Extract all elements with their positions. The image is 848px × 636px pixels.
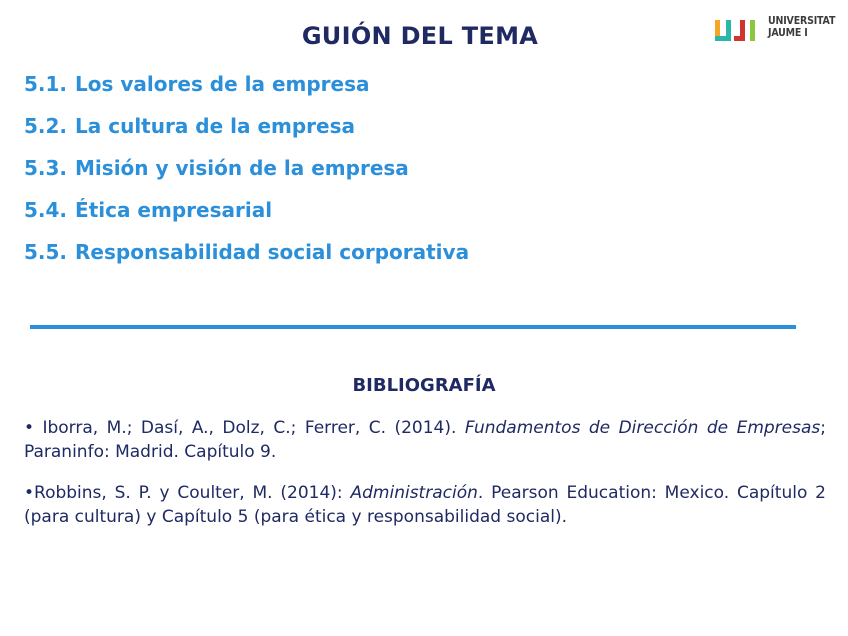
university-logo bbox=[713, 14, 843, 44]
bibliography-title: BIBLIOGRAFÍA bbox=[352, 375, 496, 396]
bibliography-reference bbox=[24, 416, 826, 464]
topic-number: 5.3. bbox=[24, 156, 68, 180]
topic-label: La cultura de la empresa bbox=[75, 114, 356, 138]
logo-line-2: JAUME I bbox=[768, 27, 808, 39]
topic-number: 5.2. bbox=[24, 114, 68, 138]
topic-item bbox=[24, 240, 469, 282]
reference-book-title: Fundamentos de Dirección de Empresas bbox=[464, 418, 821, 438]
topic-number: 5.1. bbox=[24, 72, 68, 96]
logo-text bbox=[768, 15, 835, 39]
section-divider bbox=[30, 325, 796, 329]
topic-item bbox=[24, 156, 469, 198]
topic-number: 5.4. bbox=[24, 198, 68, 222]
reference-publisher: . Pearson Education: Mexico. Capítulo 2 (para cultura) y Capítulo 5 (para ética y responsabilidad social). bbox=[24, 483, 826, 527]
uji-logo-mark bbox=[713, 14, 765, 44]
logo-line-1: UNIVERSITAT bbox=[768, 15, 836, 27]
reference-authors: • Iborra, M.; Dasí, A., Dolz, C.; Ferrer, C. (2014). bbox=[24, 418, 465, 438]
bibliography-reference bbox=[24, 481, 826, 529]
topic-label: Misión y visión de la empresa bbox=[75, 156, 409, 180]
topic-item bbox=[24, 198, 469, 240]
page-title: GUIÓN DEL TEMA bbox=[301, 22, 539, 50]
topic-number: 5.5. bbox=[24, 240, 68, 264]
topic-item bbox=[24, 72, 469, 114]
topic-item bbox=[24, 114, 469, 156]
topic-outline bbox=[24, 72, 469, 282]
reference-book-title: Administración bbox=[350, 483, 478, 503]
reference-publisher: ; Paraninfo: Madrid. Capítulo 9. bbox=[24, 418, 826, 462]
topic-label: Responsabilidad social corporativa bbox=[75, 240, 470, 264]
topic-label: Los valores de la empresa bbox=[75, 72, 370, 96]
reference-authors: •Robbins, S. P. y Coulter, M. (2014): bbox=[24, 483, 351, 503]
topic-label: Ética empresarial bbox=[75, 198, 273, 222]
